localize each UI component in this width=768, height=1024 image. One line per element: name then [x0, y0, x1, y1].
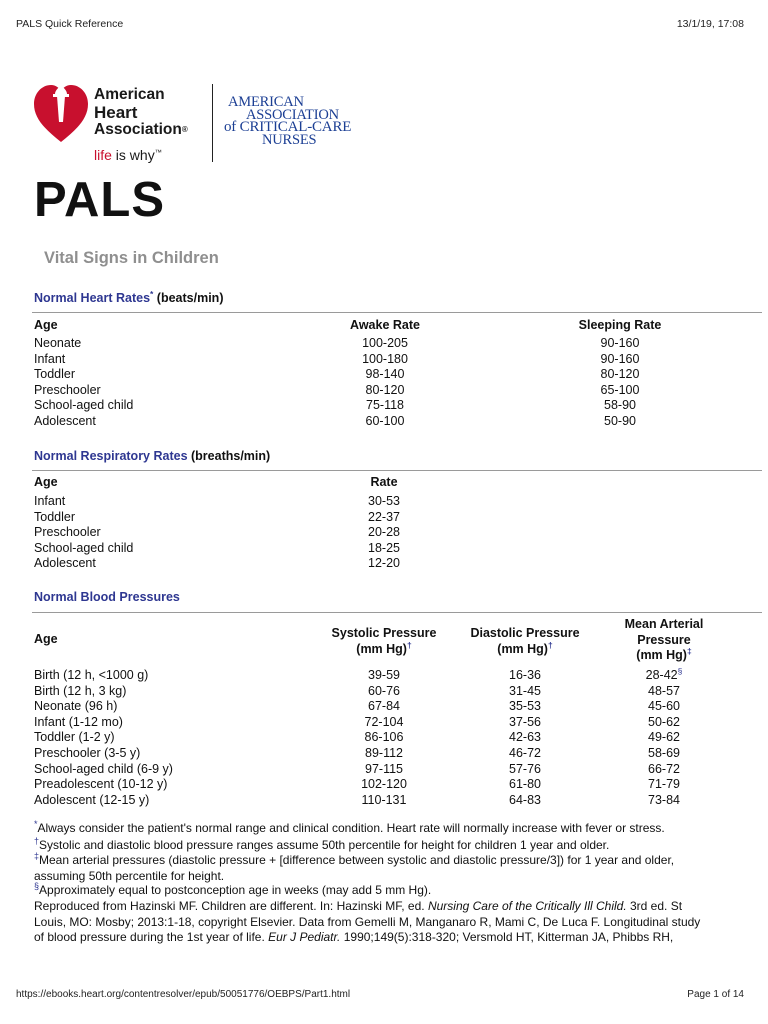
logo-divider [212, 84, 213, 162]
print-header-datetime: 13/1/19, 17:08 [676, 18, 744, 30]
table-row-awake: 75-118 [366, 398, 404, 413]
table-row-diastolic: 31-45 [509, 683, 541, 698]
table-row-age: School-aged child [34, 540, 134, 555]
table-row-age: Adolescent [34, 414, 96, 428]
table-row-sleeping: 90-160 [600, 336, 640, 350]
table-row-mean: 66-72 [648, 761, 680, 776]
table-row-systolic: 72-104 [364, 714, 404, 729]
table-row-diastolic: 35-53 [509, 699, 541, 714]
table-row-mean: 58-69 [648, 746, 680, 760]
table-row-rate: 22-37 [368, 509, 400, 524]
bp-header-diastolic: Diastolic Pressure (mm Hg)† [470, 626, 580, 656]
table-row-age: Infant [34, 351, 66, 366]
table-row-age: Preschooler (3-5 y) [34, 746, 141, 760]
table-row-diastolic: 37-56 [509, 714, 541, 729]
heart-rates-header-awake: Awake Rate [350, 318, 420, 332]
table-row-rate: 30-53 [368, 494, 400, 508]
table-row-age: School-aged child (6-9 y) [34, 761, 173, 776]
resp-rates-rule [32, 470, 762, 471]
table-row-sleeping: 90-160 [600, 351, 640, 366]
table-row-systolic: 60-76 [368, 683, 400, 698]
page-title: PALS [34, 173, 166, 227]
bp-header-age: Age [34, 632, 58, 646]
table-row-age: Neonate (96 h) [34, 699, 118, 714]
footnote-dagger: †Systolic and diastolic blood pressure ranges assume 50th percentile for height for children 1 year and older. [34, 836, 610, 852]
table-row-age: Toddler [34, 509, 75, 524]
table-row-age: Toddler [34, 367, 75, 382]
bp-header-systolic: Systolic Pressure (mm Hg)† [331, 626, 437, 656]
bp-header-mean: Mean Arterial Pressure (mm Hg)‡ [624, 617, 704, 662]
table-row-sleeping: 80-120 [600, 367, 640, 382]
table-row-age: Birth (12 h, <1000 g) [34, 668, 149, 682]
table-row-age: School-aged child [34, 398, 134, 413]
heart-rates-heading: Normal Heart Rates* (beats/min) [34, 288, 224, 305]
table-row-age: Neonate [34, 336, 82, 350]
table-row-awake: 100-205 [362, 336, 408, 350]
table-row-age: Preschooler [34, 382, 101, 397]
heart-rates-header-age: Age [34, 318, 58, 332]
table-row-mean: 73-84 [648, 792, 680, 807]
table-row-age: Infant [34, 494, 66, 508]
aacn-logo: AMERICAN ASSOCIATION of CRITICAL-CARE NURSES [224, 94, 352, 148]
aha-tagline: life is why™ [94, 147, 162, 163]
table-row-rate: 18-25 [368, 540, 400, 555]
print-footer-page: Page 1 of 14 [687, 989, 744, 1000]
aha-wordmark: American Heart Association® [94, 86, 188, 138]
table-row-systolic: 110-131 [361, 792, 407, 807]
table-row-age: Toddler (1-2 y) [34, 730, 115, 745]
table-row-age: Infant (1-12 mo) [34, 714, 123, 729]
table-row-diastolic: 16-36 [509, 668, 541, 682]
table-row-systolic: 102-120 [361, 777, 407, 792]
table-row-diastolic: 57-76 [509, 761, 541, 776]
reference-text: Reproduced from Hazinski MF. Children are different. In: Hazinski MF, ed. Nursing Care of the Critically Ill Child. 3rd ed. St Louis, MO: Mosby; 2013:1-18, copyright Elsevier. Data from Gemelli M, Manganaro R, Mami C, De Luca F. Longitudinal study of blood pressure during the 1st year of life. Eur J Pediatr. 1990;149(5):318-320; Versmold HT, Kitterman JA, Phibbs RH, [34, 899, 701, 944]
heart-rates-rule [32, 312, 762, 313]
heart-rates-header-sleeping: Sleeping Rate [578, 318, 662, 332]
aha-logo [32, 78, 222, 168]
table-row-diastolic: 64-83 [509, 792, 541, 807]
table-row-sleeping: 65-100 [600, 382, 640, 397]
table-row-systolic: 97-115 [365, 761, 403, 776]
footnote-ddagger: ‡Mean arterial pressures (diastolic pressure + [difference between systolic and diastolic pressure/3]) for 1 year and older, assuming 50th percentile for height. [34, 851, 675, 883]
footnote-section: §Approximately equal to postconception age in weeks (may add 5 mm Hg). [34, 881, 432, 897]
blood-pressures-heading: Normal Blood Pressures [34, 590, 180, 604]
blood-pressures-rule [32, 612, 762, 613]
table-row-awake: 60-100 [365, 414, 405, 428]
table-row-mean: 28-42§ [645, 665, 683, 682]
table-row-diastolic: 42-63 [509, 730, 541, 745]
table-row-rate: 20-28 [368, 525, 400, 540]
table-row-mean: 50-62 [648, 714, 680, 729]
page-subtitle: Vital Signs in Children [44, 249, 219, 267]
table-row-sleeping: 58-90 [604, 398, 636, 413]
table-row-awake: 98-140 [365, 367, 405, 382]
footnote-star: *Always consider the patient's normal range and clinical condition. Heart rate will normally increase with fever or stress. [34, 819, 665, 835]
table-row-age: Adolescent (12-15 y) [34, 792, 150, 807]
table-row-systolic: 86-106 [364, 730, 404, 745]
resp-rates-heading: Normal Respiratory Rates (breaths/min) [34, 449, 271, 463]
table-row-awake: 100-180 [362, 351, 408, 366]
table-row-rate: 12-20 [368, 556, 400, 571]
table-row-mean: 45-60 [648, 699, 680, 714]
print-header-title: PALS Quick Reference [16, 18, 124, 30]
resp-rates-header-rate: Rate [370, 475, 398, 489]
table-row-mean: 49-62 [648, 730, 680, 745]
table-row-systolic: 67-84 [368, 699, 400, 714]
table-row-age: Birth (12 h, 3 kg) [34, 683, 127, 698]
table-row-systolic: 89-112 [365, 746, 403, 760]
resp-rates-header-age: Age [34, 475, 58, 489]
print-footer-url[interactable]: https://ebooks.heart.org/contentresolver/epub/50051776/OEBPS/Part1.html [16, 989, 351, 1000]
table-row-age: Adolescent [34, 556, 96, 571]
table-row-awake: 80-120 [365, 382, 405, 397]
table-row-mean: 71-79 [648, 777, 680, 792]
heart-torch-icon [32, 82, 90, 144]
table-row-age: Preschooler [34, 525, 101, 540]
table-row-age: Preadolescent (10-12 y) [34, 777, 168, 792]
table-row-sleeping: 50-90 [604, 414, 636, 428]
table-row-mean: 48-57 [648, 683, 680, 698]
table-row-systolic: 39-59 [368, 668, 400, 682]
table-row-diastolic: 61-80 [509, 777, 541, 792]
table-row-diastolic: 46-72 [509, 746, 541, 760]
